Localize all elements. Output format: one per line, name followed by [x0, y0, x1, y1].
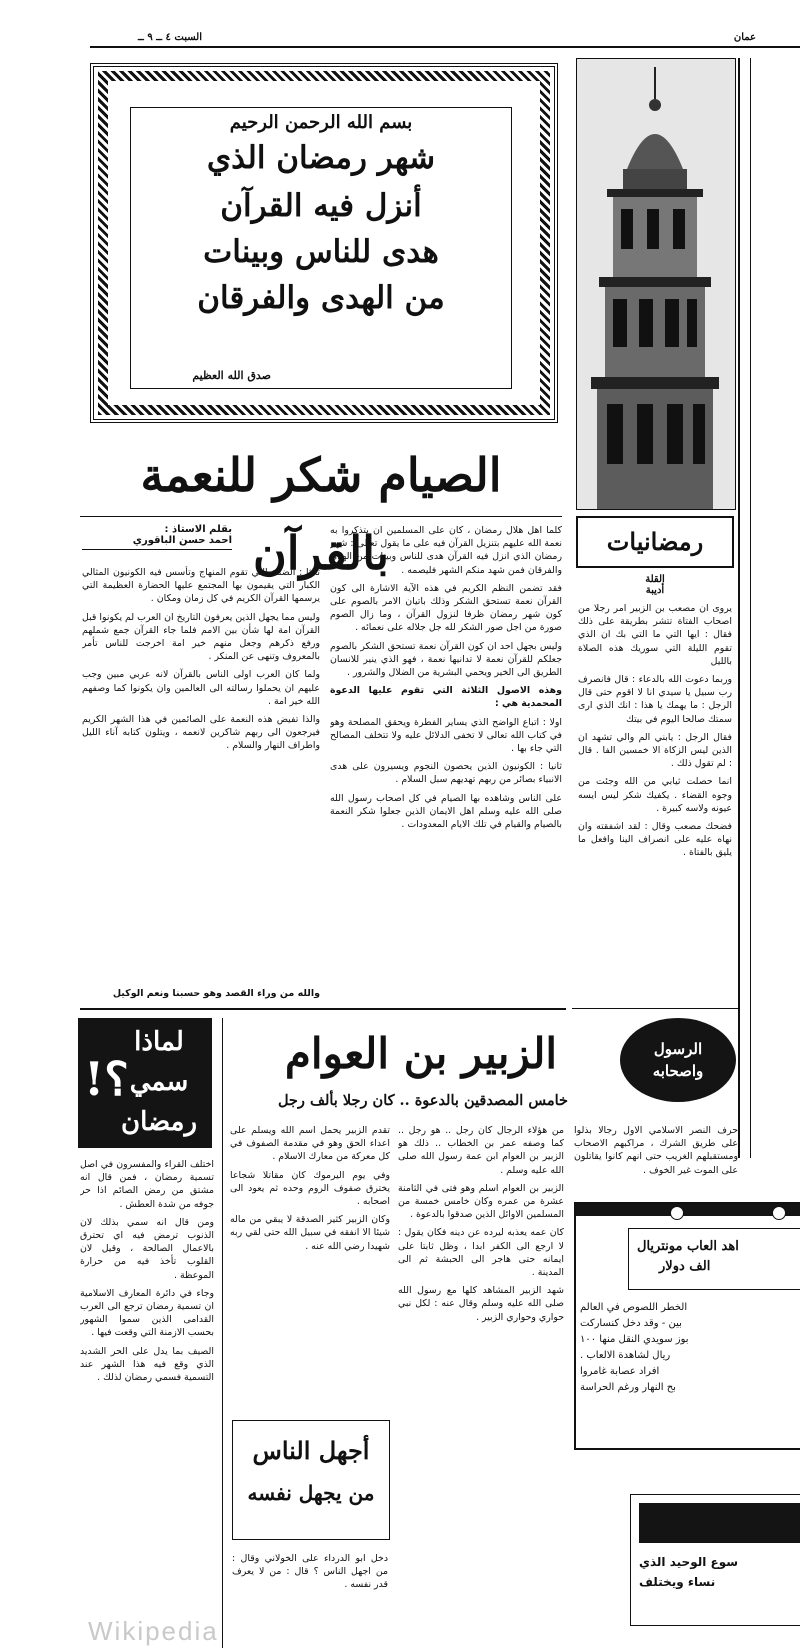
main-article-headline: الصيام شكر للنعمة بالقرآن — [140, 448, 502, 580]
right-edge-frame — [738, 58, 800, 1158]
watermark: Wikipedia — [88, 1616, 219, 1646]
montreal-text — [580, 1300, 730, 1396]
bottom-right-line-1: سوع الوحيد الذي — [639, 1555, 739, 1569]
zubair-headline: الزبير بن العوام — [284, 1029, 558, 1078]
box-ring-right — [772, 1206, 786, 1220]
ramadaniyat-subhead-1: القلة — [645, 574, 665, 585]
ramadaniyat-paragraph: انما حصلت ثيابي من الله وجئت من وجوه القضاء . يكفيك شكر ليس ايسه عيونه ولاسه كبيرة . — [578, 776, 732, 814]
ramadaniyat-paragraph: وربما دعوت الله بالدعاء : قال فانصرف رب سبيل يا سيدي انا لا اقوم حتى قال الرجل : ما يهمك يا هذا : انك الذي ارى سمتك صالحا اليوم في بيتك — [578, 674, 732, 725]
zubair-column-2 — [398, 1124, 564, 1640]
why-ramadan-box — [78, 1018, 212, 1148]
byline-label: بقلم الاستاذ : — [164, 524, 232, 535]
prophet-companions-badge — [620, 1018, 736, 1102]
article-closing: والله من وراء القصد وهو حسبنا ونعم الوكيل — [112, 988, 320, 999]
quran-verse-box — [90, 63, 558, 423]
article-paragraph: وليس بجهل احد ان كون القرآن نعمة تستحق الشكر بالصوم جعلكم للقرآن نعمة لا تدانيها نعمة ، فهو الذي ينير للانسان الطريق الى الخير ويحمي البشرية من الضلال والشرور . — [330, 640, 562, 679]
ramadaniyat-paragraph: يروى ان مصعب بن الزبير امر رجلا من اصحاب الفتاة تتشر بطريقة على ذلك فقال : ايها التي ما التي بك ان الذي تقوم الليلة التي سوريك هذه الصلاة بالليل — [578, 603, 732, 667]
montreal-line: افراد عصابة غامروا — [580, 1366, 660, 1377]
article-paragraph: وهذه الاصول الثلاثة التي تقوم عليها الدعوة المحمدية هي : — [330, 685, 562, 710]
minaret-illustration — [577, 59, 735, 509]
montreal-headline-box — [628, 1228, 800, 1290]
zubair-paragraph: وكان الزبير كثير الصدقة لا يبقي من ماله شيئا الا انفقه في سبيل الله حتى لقي ربه شهيدا رضي الله عنه . — [230, 1214, 390, 1252]
zubair-paragraph: من هؤلاء الرجال كان رجل .. هو رجل .. كما وصفه عمر بن الخطاب .. ذلك هو الزبير بن العوام ابن عمة رسول الله صلى الله عليه وسلم . — [398, 1125, 564, 1176]
ramadaniyat-heading-box — [576, 516, 734, 568]
badge-text: الرسول واصحابه — [652, 1040, 704, 1080]
ramadaniyat-heading: رمضانيات — [606, 527, 704, 556]
section-rule-right — [572, 1008, 740, 1009]
ignorant-people-title: أجهل الناس — [252, 1436, 370, 1465]
why-ramadan-paragraph: الصيف بما يدل على الحر الشديد الذي وقع فيه هذا الشهر عند التسمية فسمي رمضان لذلك . — [80, 1345, 214, 1384]
montreal-sub: الف دولار — [659, 1259, 711, 1274]
verse-line-4: من الهدى والفرقان — [197, 280, 445, 316]
zubair-paragraph: الزبير بن العوام اسلم وهو فتى في الثامنة عشرة من عمره وكان خامس خمسة من المسلمين الاوائل الذين صدقوا بالدعوة . — [398, 1182, 564, 1221]
zubair-column-1 — [574, 1124, 738, 1196]
ignorant-people-box — [232, 1420, 390, 1540]
montreal-line: ريال لشاهدة الالعاب . — [580, 1350, 671, 1361]
why-ramadan-column — [80, 1158, 214, 1606]
zubair-paragraph: وفي يوم اليرموك كان مقاتلا شجاعا يخترق صفوف الروم وحده ثم يعود الى اصحابه . — [230, 1169, 390, 1208]
article-paragraph: والذا تفيض هذه النعمة على الصائمين في هذا الشهر الكريم فيرجعون الى ربهم شاكرين لانعمه ، ويتلون كتابه آناء الليل واطراف النهار والسلام . — [82, 714, 320, 752]
bottom-right-black-bar — [639, 1503, 800, 1543]
verse-inner — [130, 107, 512, 389]
basmala: بسم الله الرحمن الرحيم — [229, 112, 413, 133]
minaret-photo — [576, 58, 736, 510]
article-paragraph: على الناس وشاهده بها الصيام في كل اصحاب رسول الله صلى الله عليه وسلم اهل الايمان الذين جعلوا شكر النعمة بالصيام والقيام في تلك الايام المعدودات . — [330, 792, 562, 831]
why-ramadan-paragraph: ومن قال انه سمي بذلك لان الذنوب ترمض فيه اي تحترق بالاعمال الصالحة ، وقيل لان القلوب تأخذ فيه من حرارة الموعظة . — [80, 1216, 214, 1281]
main-article-right-column — [330, 524, 562, 1006]
ignorant-people-text — [232, 1552, 388, 1644]
ignorant-people-paragraph: دخل ابو الدرداء على الخولاني وقال : من اجهل الناس ؟ قال : من لا يعرف قدر نفسه . — [232, 1553, 388, 1591]
header-rule — [90, 46, 800, 48]
zubair-paragraph: حرف النصر الاسلامي الاول رجالا بذلوا على طريق الشرك ، مراكبهم الاصحاب ومستقبلهم الغريب حتى انهم كانوا يقاتلون على الموت غير الخوف . — [574, 1125, 738, 1176]
section-rule — [80, 1008, 566, 1010]
montreal-line: بين - وقد دخل كنساركت — [580, 1318, 682, 1329]
bottom-right-box — [630, 1494, 800, 1626]
ramadaniyat-paragraph: فقال الرجل : يابني الم والي تشهد ان الذين ليس الزكاة الا خمسين الفا . قال : لم تقول ذلك . — [578, 731, 732, 770]
zubair-paragraph: تقدم الزبير يحمل اسم الله ويسلم على اعداء الحق وهو في مقدمة الصفوف في كل معركة من معارك الاسلام . — [230, 1125, 390, 1163]
why-ramadan-paragraph: اختلف القراء والمفسرون في اصل تسمية رمضان ، فمن قال انه مشتق من رمض الصائم اذا حر جوفه من شدة العطش . — [80, 1159, 214, 1210]
right-edge-inner — [750, 58, 800, 1158]
zubair-paragraph: شهد الزبير المشاهد كلها مع رسول الله صلى الله عليه وسلم وقال عنه : لكل نبي حواري وحواري الزبير . — [398, 1285, 564, 1323]
main-article-left-column — [82, 566, 320, 986]
article-paragraph: اولا : اتباع الواضح الذي يساير الفطرة ويحقق المصلحة وهو في كتاب الله تعالى لا تخفى الدلائل عليه ولا تتخلف المصالح التي جاء بها . — [330, 716, 562, 755]
montreal-line: بوز سويدي النقل منها ١٠٠ — [580, 1334, 689, 1345]
article-paragraph: فقد تضمن النظم الكريم في هذه الآية الاشارة الى كون القرآن نعمة تستحق الشكر وذلك باتيان الامر بالصوم على كون شهر رمضان ظرفا لنزول القرآن ، وما زال الصوم صورة من اجل صور الشكر لله جل جلاله على نعمائه . — [330, 582, 562, 634]
box-top-bar — [576, 1204, 800, 1216]
montreal-article-box — [574, 1202, 800, 1450]
zubair-subtitle: خامس المصدقين بالدعوة .. كان رجلا بألف رجل — [277, 1092, 569, 1109]
byline-name: احمد حسن الباقوري — [82, 535, 232, 550]
article-paragraph: ثالثا : الضمة التي تقوم المنهاج وتأسس فيه الكونيون المثالي الكبار التي يقيمون بها المجتمع عليها الحضارة العظيمة التي يرسمها القرآن الكريم في كل زمان ومكان . — [82, 567, 320, 605]
verse-attribution: صدق الله العظيم — [192, 369, 271, 382]
header-paper-name: عمان — [733, 32, 756, 43]
why-ramadan-paragraph: وجاء في دائرة المعارف الاسلامية ان تسمية رمضان ترجع الى العرب القدامى الذين سموا الشهور بحسب الازمنة التي وقعت فيها . — [80, 1287, 214, 1339]
ramadaniyat-paragraph: فضحك مصعب وقال : لقد اشفقته وان نهاه عليه على انصراف الينا وافعل ما يليق بالفتاة . — [578, 821, 732, 859]
why-ramadan-line-3: رمضان — [120, 1107, 198, 1137]
zubair-column-3 — [230, 1124, 390, 1412]
why-ramadan-line-1: لماذا — [134, 1027, 184, 1057]
montreal-headline: اهد العاب مونتريال — [637, 1239, 739, 1254]
box-ring-left — [670, 1206, 684, 1220]
verse-line-3: هدى للناس وبينات — [203, 234, 439, 270]
why-ramadan-mark: ؟! — [84, 1052, 129, 1106]
article-paragraph: ثانيا : الكونيون الذين يحصون النجوم ويسيرون على هدى الانبياء بصائر من ربهم تهديهم سبل السلام . — [330, 761, 562, 786]
main-article-byline — [82, 524, 232, 550]
article-paragraph: كلما اهل هلال رمضان ، كان على المسلمين ان يتذكروا به نعمة الله عليهم بتنزيل القرآن فيه على ما يقول تعالى : شهر رمضان الذي انزل فيه القرآن هدى للناس وبينات من الهدى والفرقان فمن شهد منكم الشهر فليصمه . — [330, 525, 562, 576]
montreal-line: الخطر اللصوص في العالم — [580, 1302, 688, 1313]
article-paragraph: ولما كان العرب اولى الناس بالقرآن لانه عربي مبين وجب عليهم ان يحملوا رسالته الى العالمين وان يكونوا كما وصفهم الله خير امة . — [82, 669, 320, 707]
verse-line-1: شهر رمضان الذي — [206, 140, 436, 176]
column-divider — [222, 1018, 223, 1648]
why-ramadan-line-2: سمي — [129, 1067, 189, 1097]
ramadaniyat-column — [578, 574, 732, 990]
bottom-right-line-2: نساء ويختلف — [639, 1575, 716, 1589]
header-date: السبت ٤ ــ ٩ ــ — [138, 32, 202, 43]
ignorant-people-subtitle: من يجهل نفسه — [247, 1481, 375, 1505]
page-header — [90, 32, 800, 46]
article-paragraph: وليس مما يجهل الذين يعرفون التاريخ ان العرب لم يكونوا قبل القرآن امة لها شأن بين الامم فلما جاء القرآن جمع شملهم ورفع ذكرهم وجعل منهم خير امة اخرجت للناس تأمر بالمعروف وتنهى عن المنكر . — [82, 611, 320, 663]
montreal-line: بح النهار ورغم الحراسة — [580, 1382, 676, 1393]
ramadaniyat-subhead-2: أديبة — [645, 585, 665, 596]
verse-line-2: أنزل فيه القرآن — [220, 188, 422, 224]
zubair-paragraph: كان عمه يعذبه ليرده عن دينه فكان يقول : لا ارجع الى الكفر ابدا ، وظل ثابتا على ايمانه حتى هاجر الى الحبشة ثم الى المدينة . — [398, 1227, 564, 1279]
